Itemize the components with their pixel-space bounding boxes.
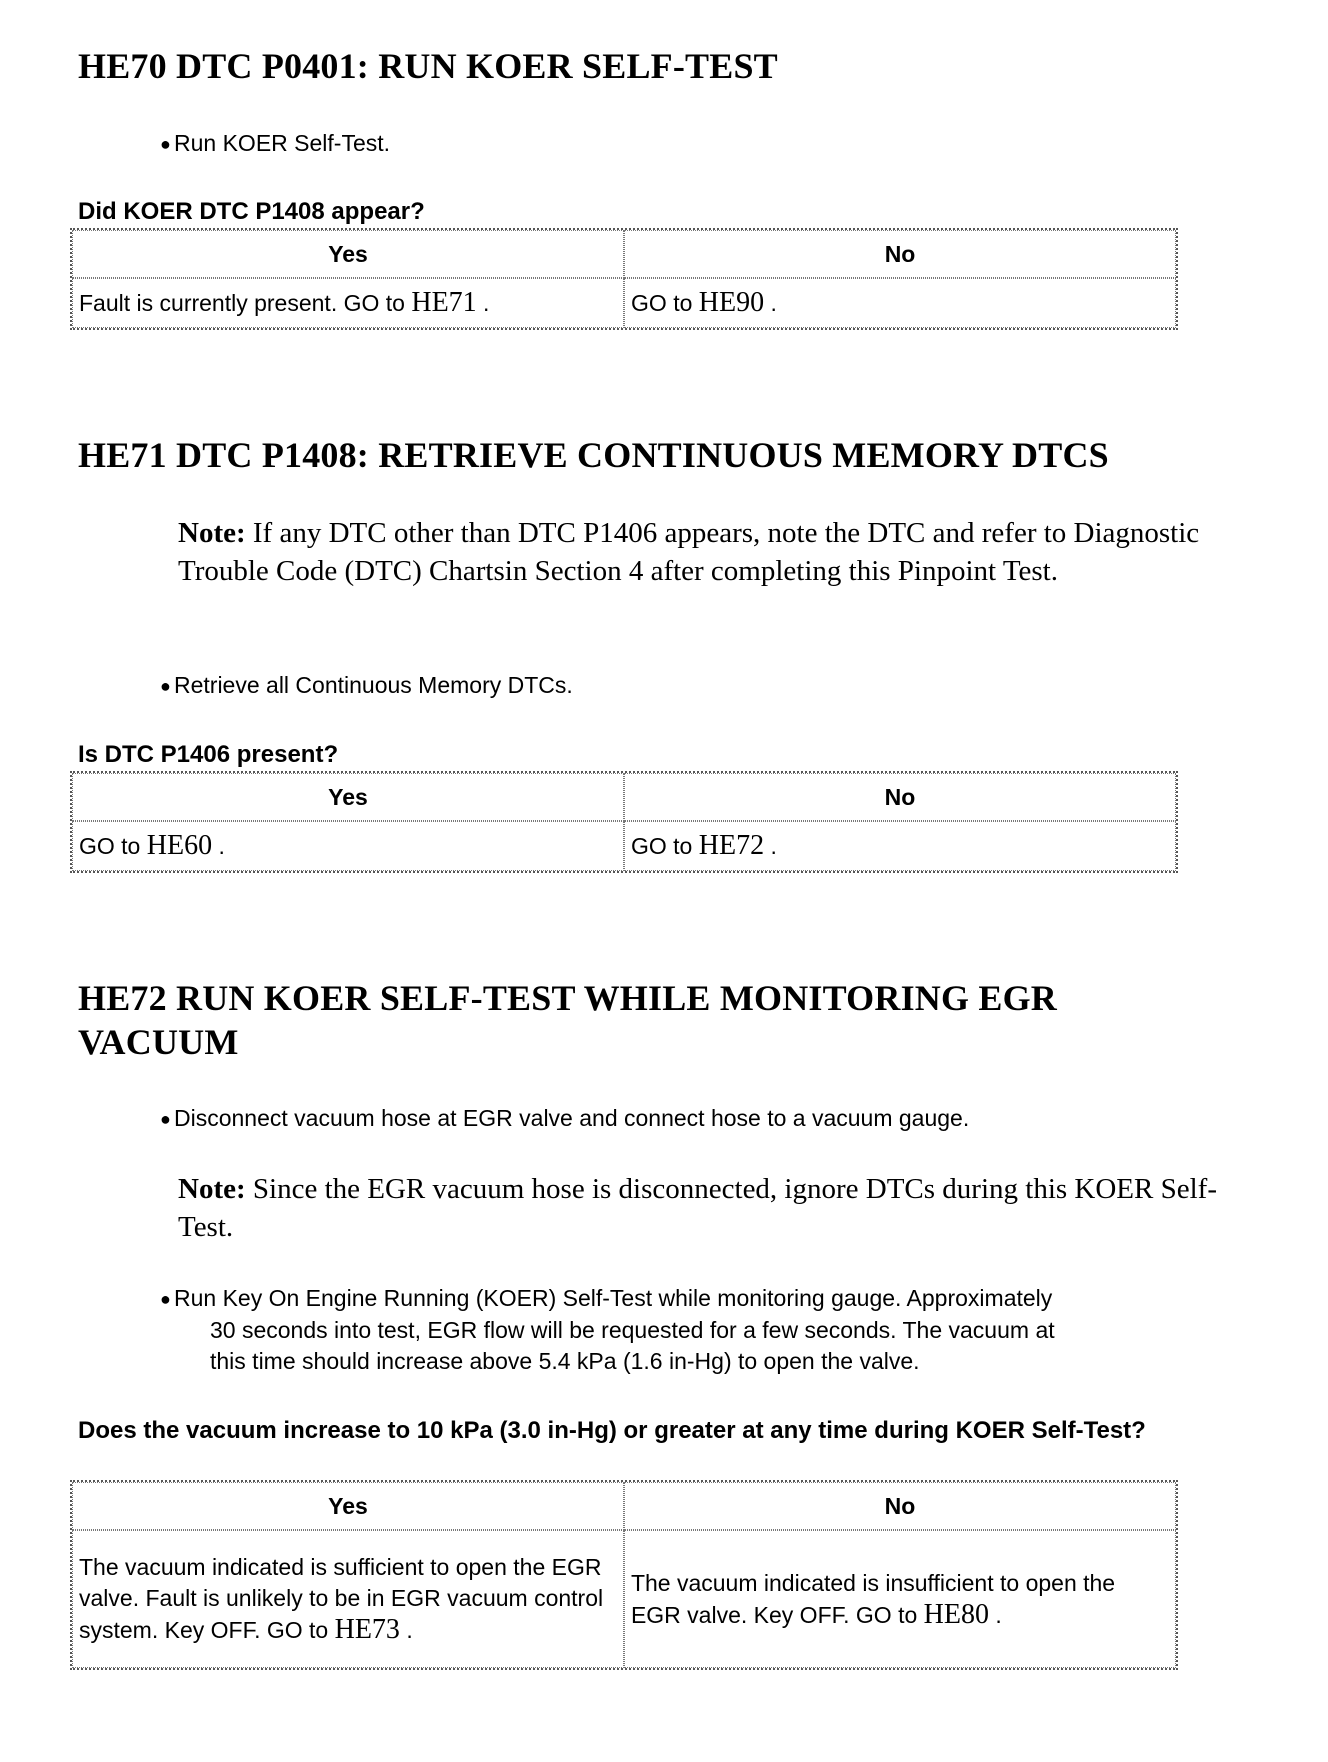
- question-he72: Does the vacuum increase to 10 kPa (3.0 in-Hg) or greater at any time during KOER Self-Test?: [78, 1417, 1146, 1444]
- bullet-dot-icon: ●: [160, 1109, 171, 1129]
- question-he71: Is DTC P1406 present?: [78, 741, 339, 768]
- yes-header: Yes: [72, 773, 624, 821]
- link-he80[interactable]: HE80: [923, 1598, 989, 1630]
- link-he71[interactable]: HE71: [411, 287, 477, 318]
- note-label: Note:: [178, 1173, 246, 1205]
- yes-no-table-he71: [70, 771, 1178, 873]
- note-label: Note:: [178, 517, 246, 549]
- no-header: No: [624, 230, 1176, 278]
- yes-cell: The vacuum indicated is sufficient to open the EGR valve. Fault is unlikely to be in EGR vacuum control system. Key OFF. GO to HE73 .: [72, 1530, 624, 1668]
- note-he72: Note: Since the EGR vacuum hose is disconnected, ignore DTCs during this KOER Self-Test.: [178, 1173, 1217, 1243]
- bullet-item: ● Run KOER Self-Test.: [160, 128, 390, 160]
- question-he70: Did KOER DTC P1408 appear?: [78, 198, 425, 225]
- section-title-he72: HE72 RUN KOER SELF-TEST WHILE MONITORING EGR VACUUM: [78, 978, 1058, 1062]
- yes-cell: Fault is currently present. GO to HE71 .: [72, 278, 624, 328]
- link-he90[interactable]: HE90: [698, 287, 765, 318]
- link-he60[interactable]: HE60: [146, 830, 213, 861]
- no-header: No: [624, 773, 1176, 821]
- yes-cell: GO to HE60 .: [72, 821, 624, 871]
- no-cell: The vacuum indicated is insufficient to open the EGR valve. Key OFF. GO to HE80 .: [624, 1530, 1176, 1668]
- bullet-dot-icon: ●: [160, 134, 171, 154]
- bullet-item: ● Run Key On Engine Running (KOER) Self-Test while monitoring gauge. Approximately 30 seconds into test, EGR flow will be requested for a few seconds. The vacuum at this time should increase above 5.4 kPa (1.6 in-Hg) to open the valve.: [160, 1285, 1055, 1374]
- yes-header: Yes: [72, 230, 624, 278]
- no-header: No: [624, 1482, 1176, 1530]
- section-title-he71: HE71 DTC P1408: RETRIEVE CONTINUOUS MEMORY DTCS: [78, 435, 1109, 475]
- section-title-he70: HE70 DTC P0401: RUN KOER SELF-TEST: [78, 46, 778, 86]
- link-he72[interactable]: HE72: [698, 830, 765, 861]
- yes-no-table-he72: [70, 1480, 1178, 1670]
- link-he73[interactable]: HE73: [334, 1614, 400, 1645]
- bullet-item: ● Disconnect vacuum hose at EGR valve and connect hose to a vacuum gauge.: [160, 1103, 969, 1135]
- no-cell: GO to HE90 .: [624, 278, 1176, 328]
- note-he71: Note: If any DTC other than DTC P1406 appears, note the DTC and refer to Diagnostic Trouble Code (DTC) Chartsin Section 4 after completing this Pinpoint Test.: [178, 517, 1200, 587]
- bullet-dot-icon: ●: [160, 676, 171, 696]
- yes-no-table-he70: [70, 228, 1178, 330]
- bullet-item: ● Retrieve all Continuous Memory DTCs.: [160, 670, 573, 702]
- no-cell: GO to HE72 .: [624, 821, 1176, 871]
- bullet-dot-icon: ●: [160, 1289, 171, 1309]
- yes-header: Yes: [72, 1482, 624, 1530]
